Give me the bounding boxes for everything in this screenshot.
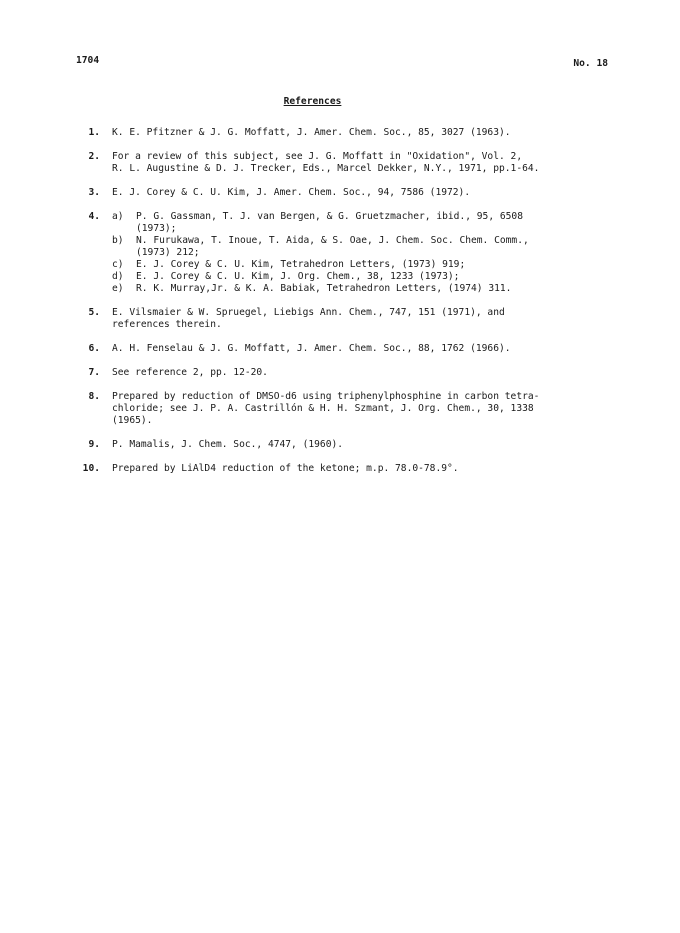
reference-line: P. G. Gassman, T. J. van Bergen, & G. Gruetzmacher, ibid., 95, 6508 (136, 211, 523, 222)
reference-line: R. K. Murray,Jr. & K. A. Babiak, Tetrahedron Letters, (1974) 311. (136, 283, 512, 294)
reference-line: Prepared by reduction of DMSO-d6 using triphenylphosphine in carbon tetra- (112, 391, 540, 402)
sub-reference-e (112, 283, 636, 295)
reference-number: 5. (88, 307, 100, 318)
reference-line: A. H. Fenselau & J. G. Moffatt, J. Amer. Chem. Soc., 88, 1762 (1966). (112, 343, 511, 354)
reference-8 (76, 391, 636, 427)
sub-label: b) (112, 235, 124, 246)
sub-reference-a (112, 211, 636, 235)
reference-line: references therein. (112, 319, 222, 330)
reference-line: (1973); (136, 223, 177, 234)
reference-3 (76, 187, 636, 199)
reference-number: 7. (88, 367, 100, 378)
reference-line: Prepared by LiAlD4 reduction of the ketone; m.p. 78.0-78.9°. (112, 463, 459, 474)
reference-line: K. E. Pfitzner & J. G. Moffatt, J. Amer. Chem. Soc., 85, 3027 (1963). (112, 127, 511, 138)
reference-9 (76, 439, 636, 451)
page-number: 1704 (76, 55, 100, 66)
reference-5 (76, 307, 636, 331)
reference-number: 8. (88, 391, 100, 402)
reference-number: 3. (88, 187, 100, 198)
reference-10 (76, 463, 636, 475)
reference-line: N. Furukawa, T. Inoue, T. Aida, & S. Oae, J. Chem. Soc. Chem. Comm., (136, 235, 529, 246)
sub-reference-d (112, 271, 636, 283)
reference-line: R. L. Augustine & D. J. Trecker, Eds., Marcel Dekker, N.Y., 1971, pp.1-64. (112, 163, 540, 174)
reference-line: E. Vilsmaier & W. Spruegel, Liebigs Ann. Chem., 747, 151 (1971), and (112, 307, 505, 318)
reference-4 (76, 211, 636, 295)
reference-line: E. J. Corey & C. U. Kim, Tetrahedron Letters, (1973) 919; (136, 259, 466, 270)
reference-number: 10. (82, 463, 100, 474)
reference-line: chloride; see J. P. A. Castrillón & H. H. Szmant, J. Org. Chem., 30, 1338 (112, 403, 534, 414)
sub-reference-b (112, 235, 636, 259)
reference-number: 6. (88, 343, 100, 354)
reference-7 (76, 367, 636, 379)
issue-number: No. 18 (573, 58, 608, 69)
reference-6 (76, 343, 636, 355)
reference-line: For a review of this subject, see J. G. Moffatt in "Oxidation", Vol. 2, (112, 151, 523, 162)
reference-line: (1973) 212; (136, 247, 200, 258)
reference-2 (76, 151, 636, 175)
references-title: References (283, 96, 342, 107)
reference-line: P. Mamalis, J. Chem. Soc., 4747, (1960). (112, 439, 344, 450)
reference-line: (1965). (112, 415, 153, 426)
reference-line: See reference 2, pp. 12-20. (112, 367, 268, 378)
reference-line: E. J. Corey & C. U. Kim, J. Amer. Chem. Soc., 94, 7586 (1972). (112, 187, 471, 198)
reference-1 (76, 127, 636, 139)
sub-label: e) (112, 283, 124, 294)
reference-number: 9. (88, 439, 100, 450)
reference-number: 4. (88, 211, 100, 222)
reference-list (76, 127, 636, 487)
reference-number: 1. (88, 127, 100, 138)
sub-label: a) (112, 211, 124, 222)
sub-reference-c (112, 259, 636, 271)
reference-line: E. J. Corey & C. U. Kim, J. Org. Chem., 38, 1233 (1973); (136, 271, 460, 282)
sub-label: c) (112, 259, 124, 270)
sub-label: d) (112, 271, 124, 282)
reference-number: 2. (88, 151, 100, 162)
